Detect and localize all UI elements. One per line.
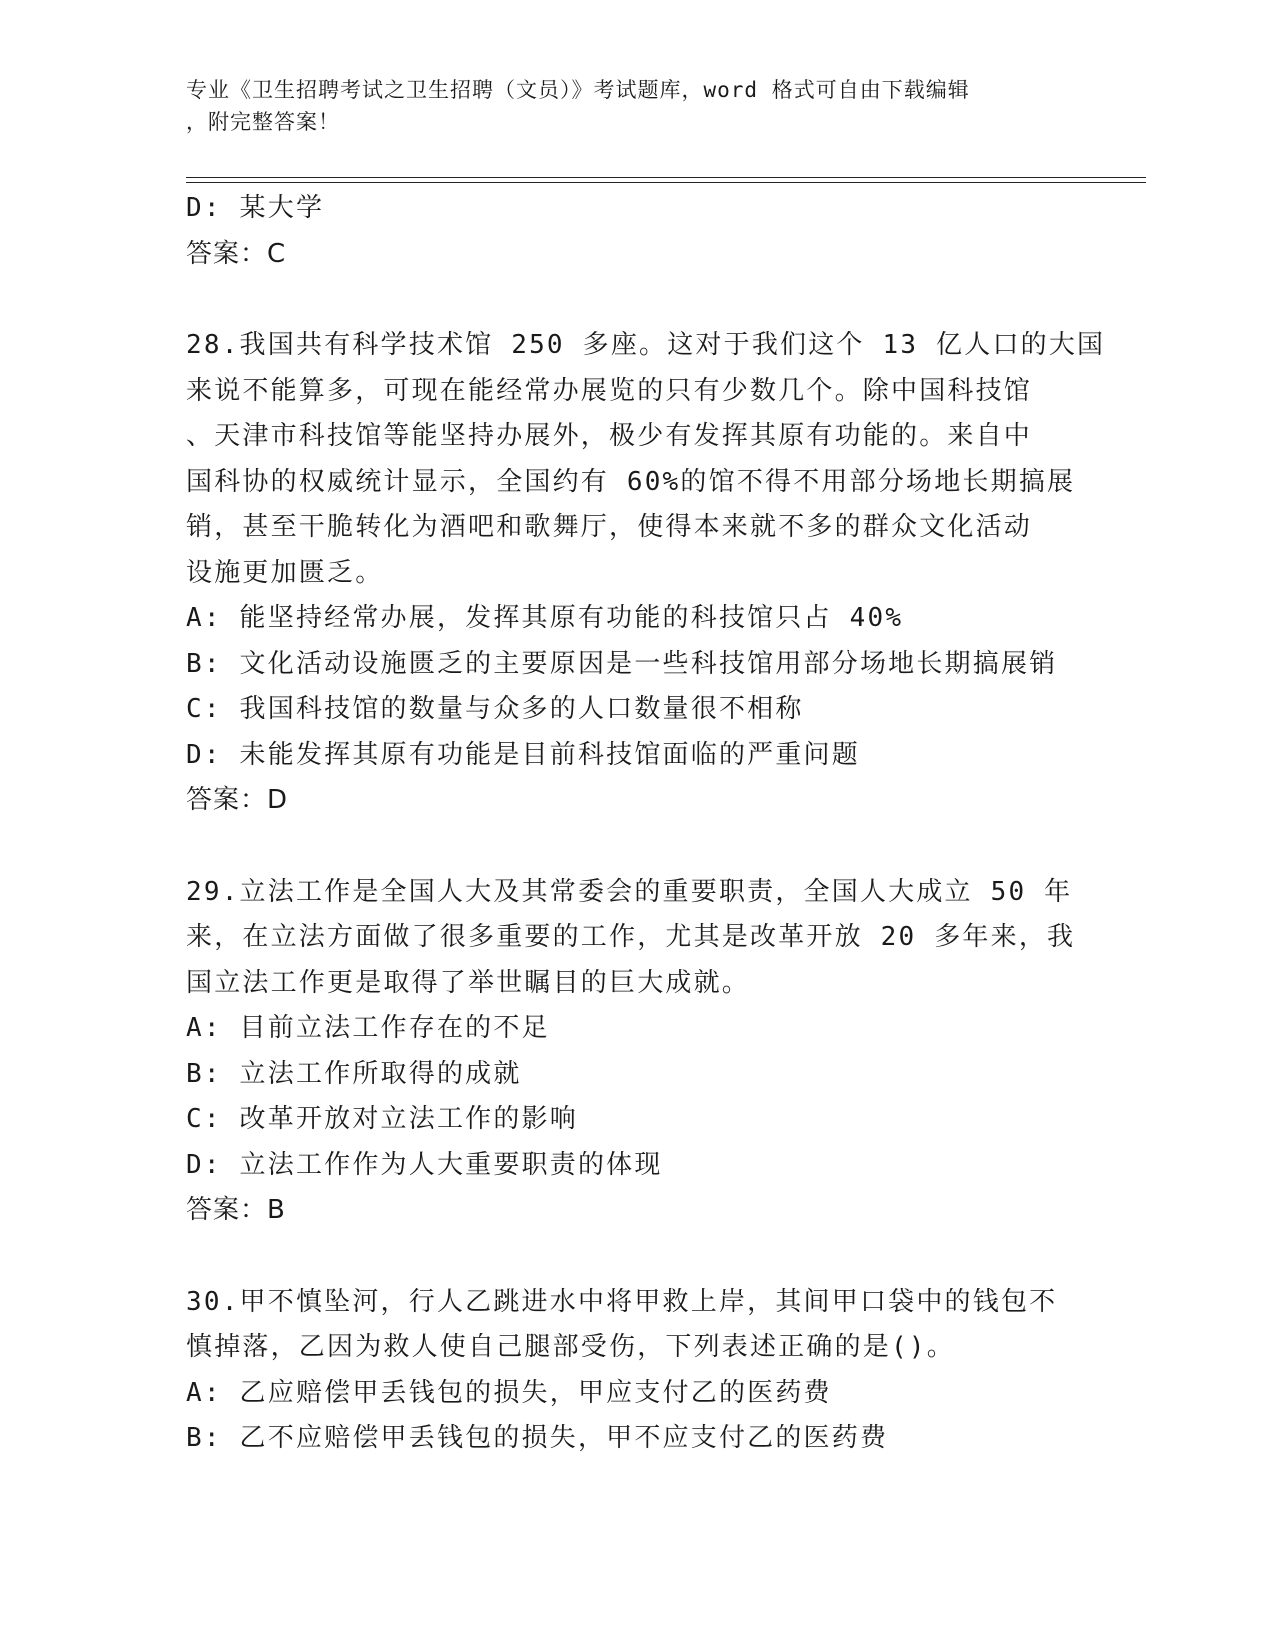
answer-line: 答案：D (186, 785, 289, 815)
question-stem-line: 29.立法工作是全国人大及其常委会的重要职责，全国人大成立 50 年 (186, 876, 1073, 907)
question-stem-line: 国科协的权威统计显示，全国约有 60%的馆不得不用部分场地长期搞展 (186, 466, 1076, 497)
question-spacer (186, 824, 1086, 870)
question-stem-line: 慎掉落，乙因为救人使自己腿部受伤，下列表述正确的是()。 (186, 1332, 955, 1362)
option-d: D: 立法工作作为人大重要职责的体现 (186, 1149, 663, 1180)
option-a: A: 乙应赔偿甲丢钱包的损失，甲应支付乙的医药费 (186, 1377, 832, 1408)
header-line-1: 专业《卫生招聘考试之卫生招聘（文员）》考试题库，word 格式可自由下载编辑 (186, 78, 970, 102)
option-c: C: 改革开放对立法工作的影响 (186, 1104, 578, 1134)
question-stem-line: 国立法工作更是取得了举世瞩目的巨大成就。 (186, 967, 751, 998)
question-stem-line: 28.我国共有科学技术馆 250 多座。这对于我们这个 13 亿人口的大国 (186, 330, 1106, 360)
question-stem-line: 来，在立法方面做了很多重要的工作，尤其是改革开放 20 多年来，我 (186, 922, 1076, 952)
question-stem-line: 设施更加匮乏。 (186, 557, 384, 588)
option-b: B: 立法工作所取得的成就 (186, 1058, 522, 1089)
question-spacer (186, 277, 1086, 323)
header-line-2: ，附完整答案！ (186, 110, 340, 134)
header-divider-bottom (186, 182, 1146, 183)
question-stem-line: 30.甲不慎坠河，行人乙跳进水中将甲救上岸，其间甲口袋中的钱包不 (186, 1286, 1058, 1317)
option-d: D: 未能发挥其原有功能是目前科技馆面临的严重问题 (186, 739, 860, 770)
option-b: B: 乙不应赔偿甲丢钱包的损失，甲不应支付乙的医药费 (186, 1423, 889, 1453)
option-c: C: 我国科技馆的数量与众多的人口数量很不相称 (186, 694, 804, 724)
option-b: B: 文化活动设施匮乏的主要原因是一些科技馆用部分场地长期搞展销 (186, 648, 1058, 679)
question-stem-line: 、天津市科技馆等能坚持办展外，极少有发挥其原有功能的。来自中 (186, 421, 1033, 451)
header-divider-top (186, 177, 1146, 178)
question-28 (186, 323, 1106, 824)
answer-line: 答案：C (186, 238, 287, 269)
question-spacer (186, 1234, 1086, 1280)
option-d: D: 某大学 (186, 193, 325, 223)
question-stem-line: 来说不能算多，可现在能经常办展览的只有少数几个。除中国科技馆 (186, 375, 1033, 406)
question-27-tail (186, 186, 1086, 277)
option-a: A: 能坚持经常办展，发挥其原有功能的科技馆只占 40% (186, 603, 904, 633)
option-a: A: 目前立法工作存在的不足 (186, 1013, 550, 1043)
document-header (186, 74, 1066, 138)
question-30 (186, 1280, 1086, 1462)
answer-line: 答案：B (186, 1195, 286, 1225)
question-29 (186, 870, 1086, 1234)
question-stem-line: 销，甚至干脆转化为酒吧和歌舞厅，使得本来就不多的群众文化活动 (186, 512, 1033, 542)
question-list (186, 186, 1106, 1462)
